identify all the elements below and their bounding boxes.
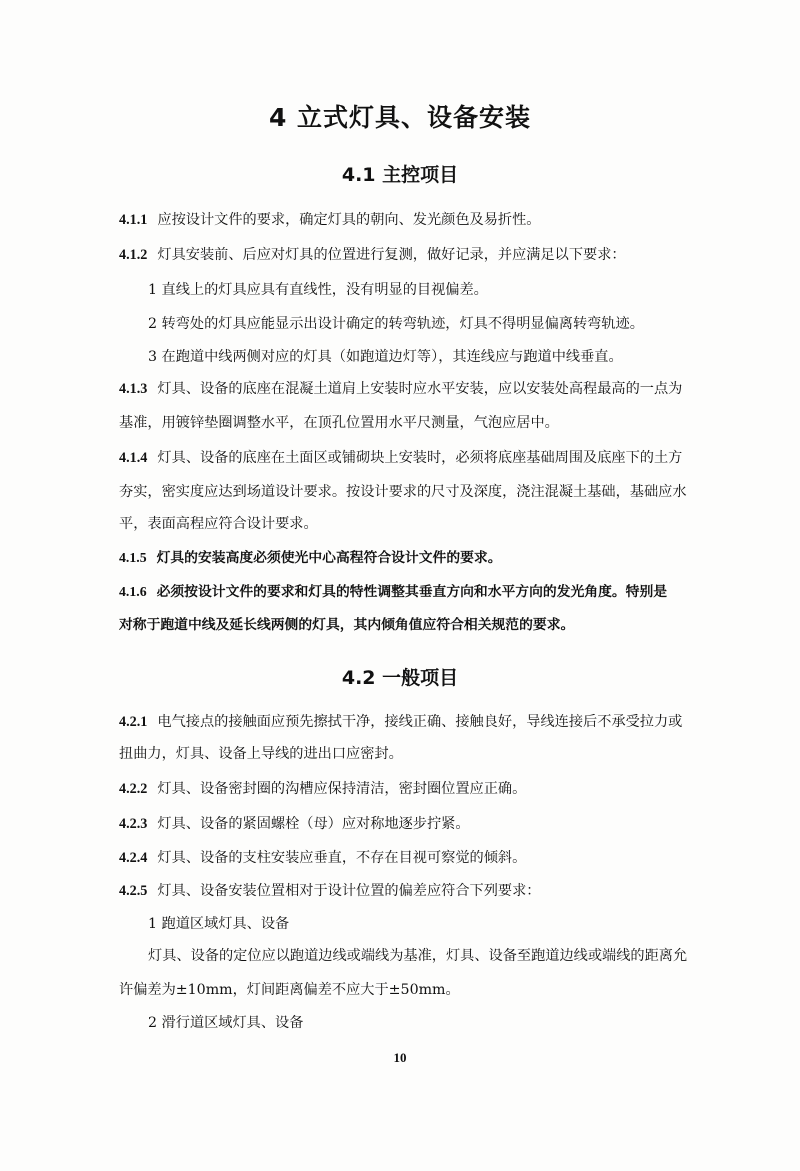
clause-4-1-1	[119, 210, 719, 230]
clause-text: 灯具安装前、后应对灯具的位置进行复测，做好记录，并应满足以下要求：	[157, 247, 626, 263]
paragraph-text: 灯具、设备的定位应以跑道边线或端线为基准，灯具、设备至跑道边线或端线的距离允	[148, 948, 688, 964]
clause-4-2-5	[119, 881, 719, 901]
clause-text: 灯具的安装高度必须使光中心高程符合设计文件的要求。	[156, 550, 502, 566]
clause-4-2-4	[119, 848, 719, 868]
clause-number: 4.2.4	[119, 850, 148, 866]
page-number: 10	[393, 1050, 407, 1065]
clause-number: 4.2.5	[119, 883, 148, 899]
clause-4-2-3	[119, 814, 719, 834]
chapter-title: 4 立式灯具、设备安装	[268, 103, 532, 132]
list-item: 1 直线上的灯具应具有直线性，没有明显的目视偏差。	[148, 282, 488, 298]
clause-number: 4.1.1	[119, 212, 148, 228]
clause-text: 必须按设计文件的要求和灯具的特性调整其垂直方向和水平方向的发光角度。特别是	[156, 584, 668, 600]
paragraph-text-continued: 许偏差为±10mm，灯间距离偏差不应大于±50mm。	[119, 982, 460, 998]
list-item: 2 滑行道区域灯具、设备	[148, 1015, 304, 1031]
clause-text: 应按设计文件的要求，确定灯具的朝向、发光颜色及易折性。	[157, 212, 541, 228]
clause-text: 电气接点的接触面应预先擦拭干净，接线正确、接触良好，导线连接后不承受拉力或	[157, 714, 683, 730]
clause-text: 灯具、设备的底座在混凝土道肩上安装时应水平安装，应以安装处高程最高的一点为	[157, 381, 683, 397]
clause-4-1-6	[119, 582, 719, 602]
clause-text: 灯具、设备的支柱安装应垂直，不存在目视可察觉的倾斜。	[157, 850, 527, 866]
clause-4-1-2	[119, 245, 719, 265]
section-title-4-1: 4.1 主控项目	[341, 164, 459, 186]
clause-4-2-1	[119, 712, 719, 732]
clause-text-continued: 对称于跑道中线及延长线两侧的灯具，其内倾角值应符合相关规范的要求。	[119, 617, 575, 633]
clause-number: 4.2.3	[119, 816, 148, 832]
clause-text-continued: 平，表面高程应符合设计要求。	[119, 516, 318, 532]
clause-text-continued: 夯实，密实度应达到场道设计要求。按设计要求的尺寸及深度，浇注混凝土基础，基础应水	[119, 484, 687, 500]
clause-4-1-3	[119, 379, 719, 399]
list-item: 2 转弯处的灯具应能显示出设计确定的转弯轨迹，灯具不得明显偏离转弯轨迹。	[148, 316, 644, 332]
clause-text: 灯具、设备密封圈的沟槽应保持清洁，密封圈位置应正确。	[157, 781, 527, 797]
list-item: 1 跑道区域灯具、设备	[148, 916, 290, 932]
clause-number: 4.1.3	[119, 381, 148, 397]
clause-number: 4.2.2	[119, 781, 148, 797]
clause-number: 4.1.2	[119, 247, 148, 263]
clause-text-continued: 基准，用镀锌垫圈调整水平，在顶孔位置用水平尺测量，气泡应居中。	[119, 415, 559, 431]
list-item: 3 在跑道中线两侧对应的灯具（如跑道边灯等），其连线应与跑道中线垂直。	[148, 349, 623, 365]
clause-text-continued: 扭曲力，灯具、设备上导线的进出口应密封。	[119, 746, 403, 762]
clause-number: 4.1.6	[119, 584, 147, 599]
clause-number: 4.1.4	[119, 450, 148, 466]
clause-text: 灯具、设备的紧固螺栓（母）应对称地逐步拧紧。	[157, 816, 470, 832]
clause-number: 4.2.1	[119, 714, 148, 730]
section-title-4-2: 4.2 一般项目	[341, 667, 459, 689]
clause-4-1-4	[119, 448, 719, 468]
clause-text: 灯具、设备安装位置相对于设计位置的偏差应符合下列要求：	[157, 883, 541, 899]
clause-4-2-2	[119, 779, 719, 799]
clause-4-1-5	[119, 548, 719, 568]
clause-text: 灯具、设备的底座在土面区或铺砌块上安装时，必须将底座基础周围及底座下的土方	[157, 450, 683, 466]
clause-number: 4.1.5	[119, 550, 147, 565]
